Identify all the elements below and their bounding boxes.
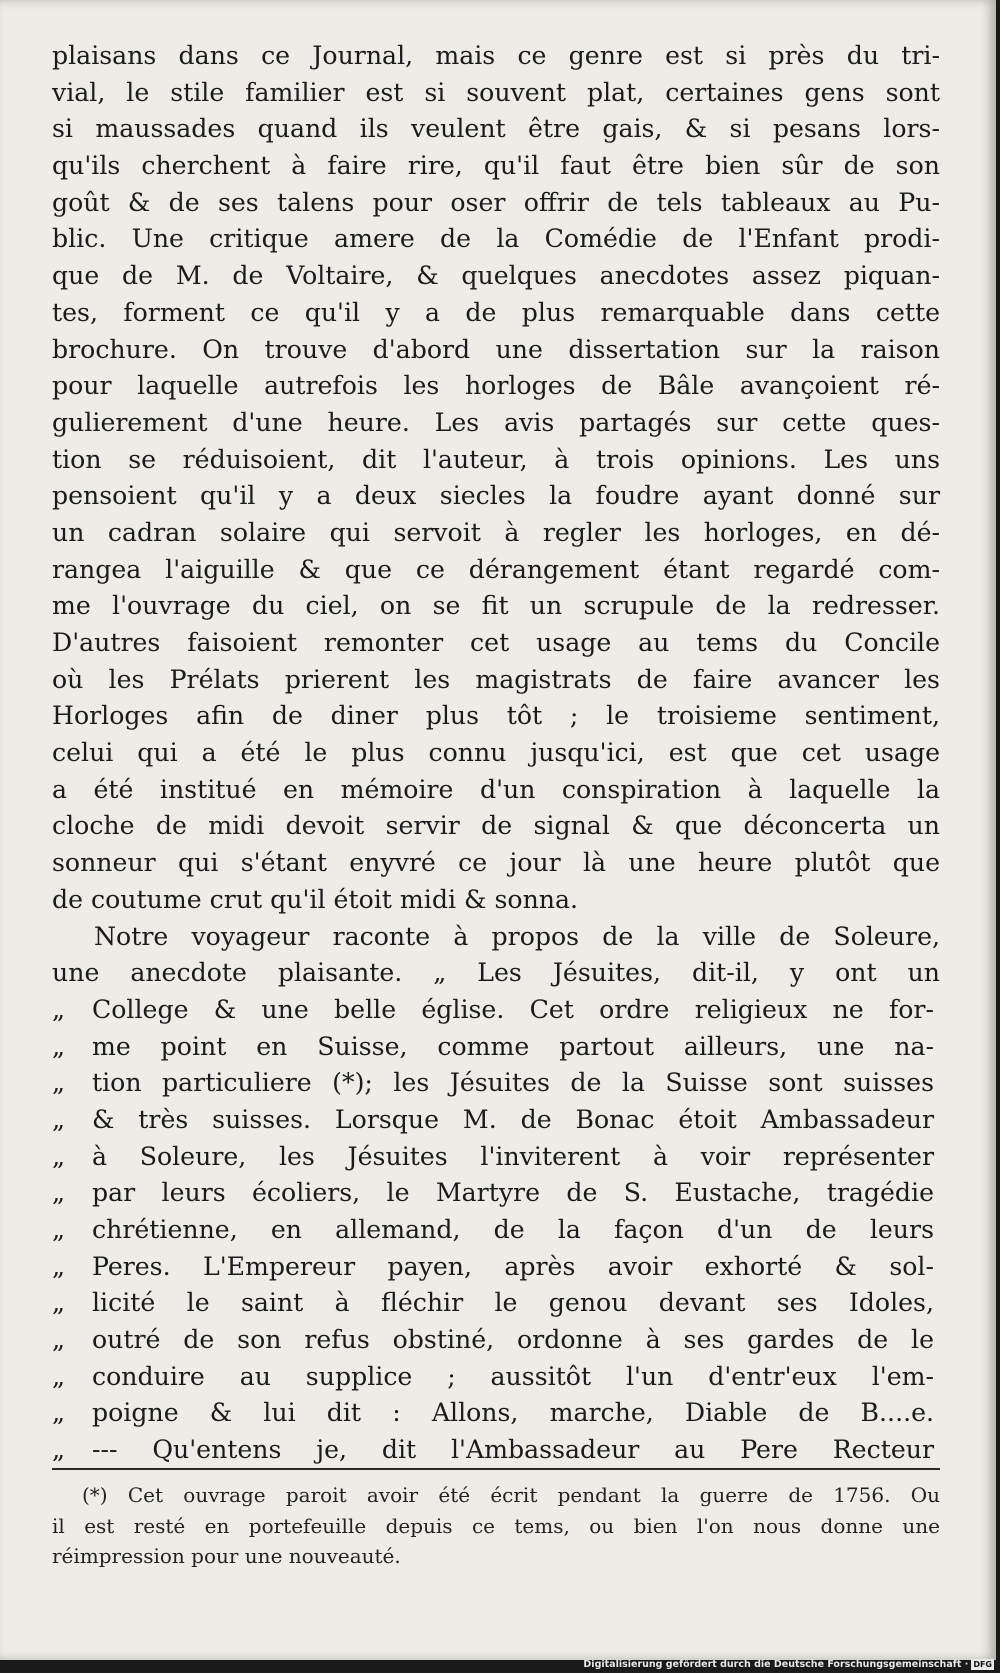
quote-mark: „: [52, 1178, 66, 1208]
footnote-line: réimpression pour une nouveauté.: [52, 1544, 401, 1568]
text-line: où les Prélats prierent les magistrats de faire avancer les: [52, 664, 940, 694]
text-line: rangea l'aiguille & que ce dérangement étant regardé com-: [52, 554, 940, 584]
main-text: [52, 38, 940, 1469]
quote-mark: „: [52, 1104, 66, 1134]
quote-line-text: à Soleure, les Jésuites l'inviterent à voir représenter: [92, 1141, 934, 1171]
text-line: pensoient qu'il y a deux siecles la foudre ayant donné sur: [52, 481, 940, 511]
quote-mark: „: [52, 1031, 66, 1061]
quote-mark: „: [52, 1141, 66, 1171]
quote-line-text: --- Qu'entens je, dit l'Ambassadeur au Pere Recteur: [92, 1435, 934, 1465]
footnote-line: (*) Cet ouvrage paroit avoir été écrit pendant la guerre de 1756. Ou: [82, 1483, 940, 1507]
quote-mark: „: [52, 994, 66, 1024]
quote-mark: „: [52, 1251, 66, 1281]
footnote-divider: [52, 1468, 940, 1470]
quote-mark: „: [52, 1288, 66, 1318]
text-line: plaisans dans ce Journal, mais ce genre est si près du tri-: [52, 41, 940, 70]
text-line: que de M. de Voltaire, & quelques anecdotes assez piquan-: [52, 261, 940, 291]
quote-line-text: Peres. L'Empereur payen, après avoir exhorté & sol-: [92, 1251, 934, 1281]
quote-line-text: tion particuliere (*); les Jésuites de la Suisse sont suisses: [92, 1068, 934, 1098]
digitization-credit: [583, 1658, 994, 1672]
text-line: a été institué en mémoire d'un conspiration à laquelle la: [52, 774, 940, 804]
text-line: goût & de ses talens pour oser offrir de tels tableaux au Pu-: [52, 187, 940, 217]
quote-line: [52, 1249, 940, 1286]
text-line: gulierement d'une heure. Les avis partagés sur cette ques-: [52, 407, 940, 437]
text-line: un cadran solaire qui servoit à regler les horloges, en dé-: [52, 517, 940, 547]
credit-text: Digitalisierung gefördert durch die Deutsche Forschungsgemeinschaft ·: [583, 1659, 969, 1670]
text-line: cloche de midi devoit servir de signal & que déconcerta un: [52, 811, 940, 841]
dfg-logo-icon: DFG: [973, 1660, 992, 1669]
text-line: pour laquelle autrefois les horloges de Bâle avançoient ré-: [52, 371, 940, 401]
quote-line: [52, 1065, 940, 1102]
footnote-line: il est resté en portefeuille depuis ce tems, ou bien l'on nous donne une: [52, 1513, 940, 1538]
text-line: de coutume crut qu'il étoit midi & sonna.: [52, 884, 579, 914]
quote-line: [52, 1395, 940, 1432]
text-line: Horloges afin de diner plus tôt ; le troisieme sentiment,: [52, 701, 940, 731]
quote-line-text: poigne & lui dit : Allons, marche, Diable de B....e.: [92, 1398, 934, 1428]
quote-line: [52, 992, 940, 1029]
quote-line: [52, 1029, 940, 1066]
quote-line-text: me point en Suisse, comme partout ailleurs, une na-: [92, 1031, 934, 1061]
text-line: celui qui a été le plus connu jusqu'ici, est que cet usage: [52, 738, 940, 768]
quote-line-text: College & une belle église. Cet ordre religieux ne for-: [92, 994, 934, 1024]
text-line: brochure. On trouve d'abord une dissertation sur la raison: [52, 334, 940, 364]
quote-line: [52, 1359, 940, 1396]
text-line: tes, forment ce qu'il y a de plus remarquable dans cette: [52, 297, 940, 327]
quote-line: [52, 1139, 940, 1176]
quote-line-text: licité le saint à fléchir le genou devant ses Idoles,: [92, 1288, 934, 1318]
quote-line-text: chrétienne, en allemand, de la façon d'un de leurs: [92, 1215, 934, 1244]
text-line: sonneur qui s'étant enyvré ce jour là une heure plutôt que: [52, 848, 940, 878]
quote-line-text: outré de son refus obstiné, ordonne à ses gardes de le: [92, 1325, 934, 1355]
text-line: D'autres faisoient remonter cet usage au tems du Concile: [52, 628, 940, 657]
quote-line-text: & très suisses. Lorsque M. de Bonac étoit Ambassadeur: [92, 1104, 934, 1134]
footnote: [52, 1480, 940, 1572]
quote-mark: „: [52, 1215, 66, 1244]
quote-line-text: par leurs écoliers, le Martyre de S. Eustache, tragédie: [92, 1178, 934, 1208]
quote-line-text: conduire au supplice ; aussitôt l'un d'entr'eux l'em-: [92, 1361, 934, 1391]
quote-line: [52, 1285, 940, 1322]
paragraph-first-line: Notre voyageur raconte à propos de la ville de Soleure,: [94, 921, 940, 951]
text-line: une anecdote plaisante. „ Les Jésuites, dit-il, y ont un: [52, 958, 940, 988]
text-line: me l'ouvrage du ciel, on se fit un scrupule de la redresser.: [52, 591, 940, 621]
quote-mark: „: [52, 1325, 66, 1355]
quote-line: [52, 1175, 940, 1212]
text-line: qu'ils cherchent à faire rire, qu'il faut être bien sûr de son: [52, 151, 940, 181]
text-line: si maussades quand ils veulent être gais, & si pesans lors-: [52, 114, 940, 144]
text-line: vial, le stile familier est si souvent plat, certaines gens sont: [52, 77, 940, 107]
quote-mark: „: [52, 1435, 66, 1465]
quote-mark: „: [52, 1068, 66, 1098]
quote-line: [52, 1322, 940, 1359]
quote-mark: „: [52, 1398, 66, 1428]
text-line: blic. Une critique amere de la Comédie de l'Enfant prodi-: [52, 224, 940, 254]
quote-mark: „: [52, 1361, 66, 1391]
quote-line: [52, 1212, 940, 1249]
quote-line: [52, 1102, 940, 1139]
text-line: tion se réduisoient, dit l'auteur, à trois opinions. Les uns: [52, 444, 940, 474]
quote-line: [52, 1432, 940, 1469]
